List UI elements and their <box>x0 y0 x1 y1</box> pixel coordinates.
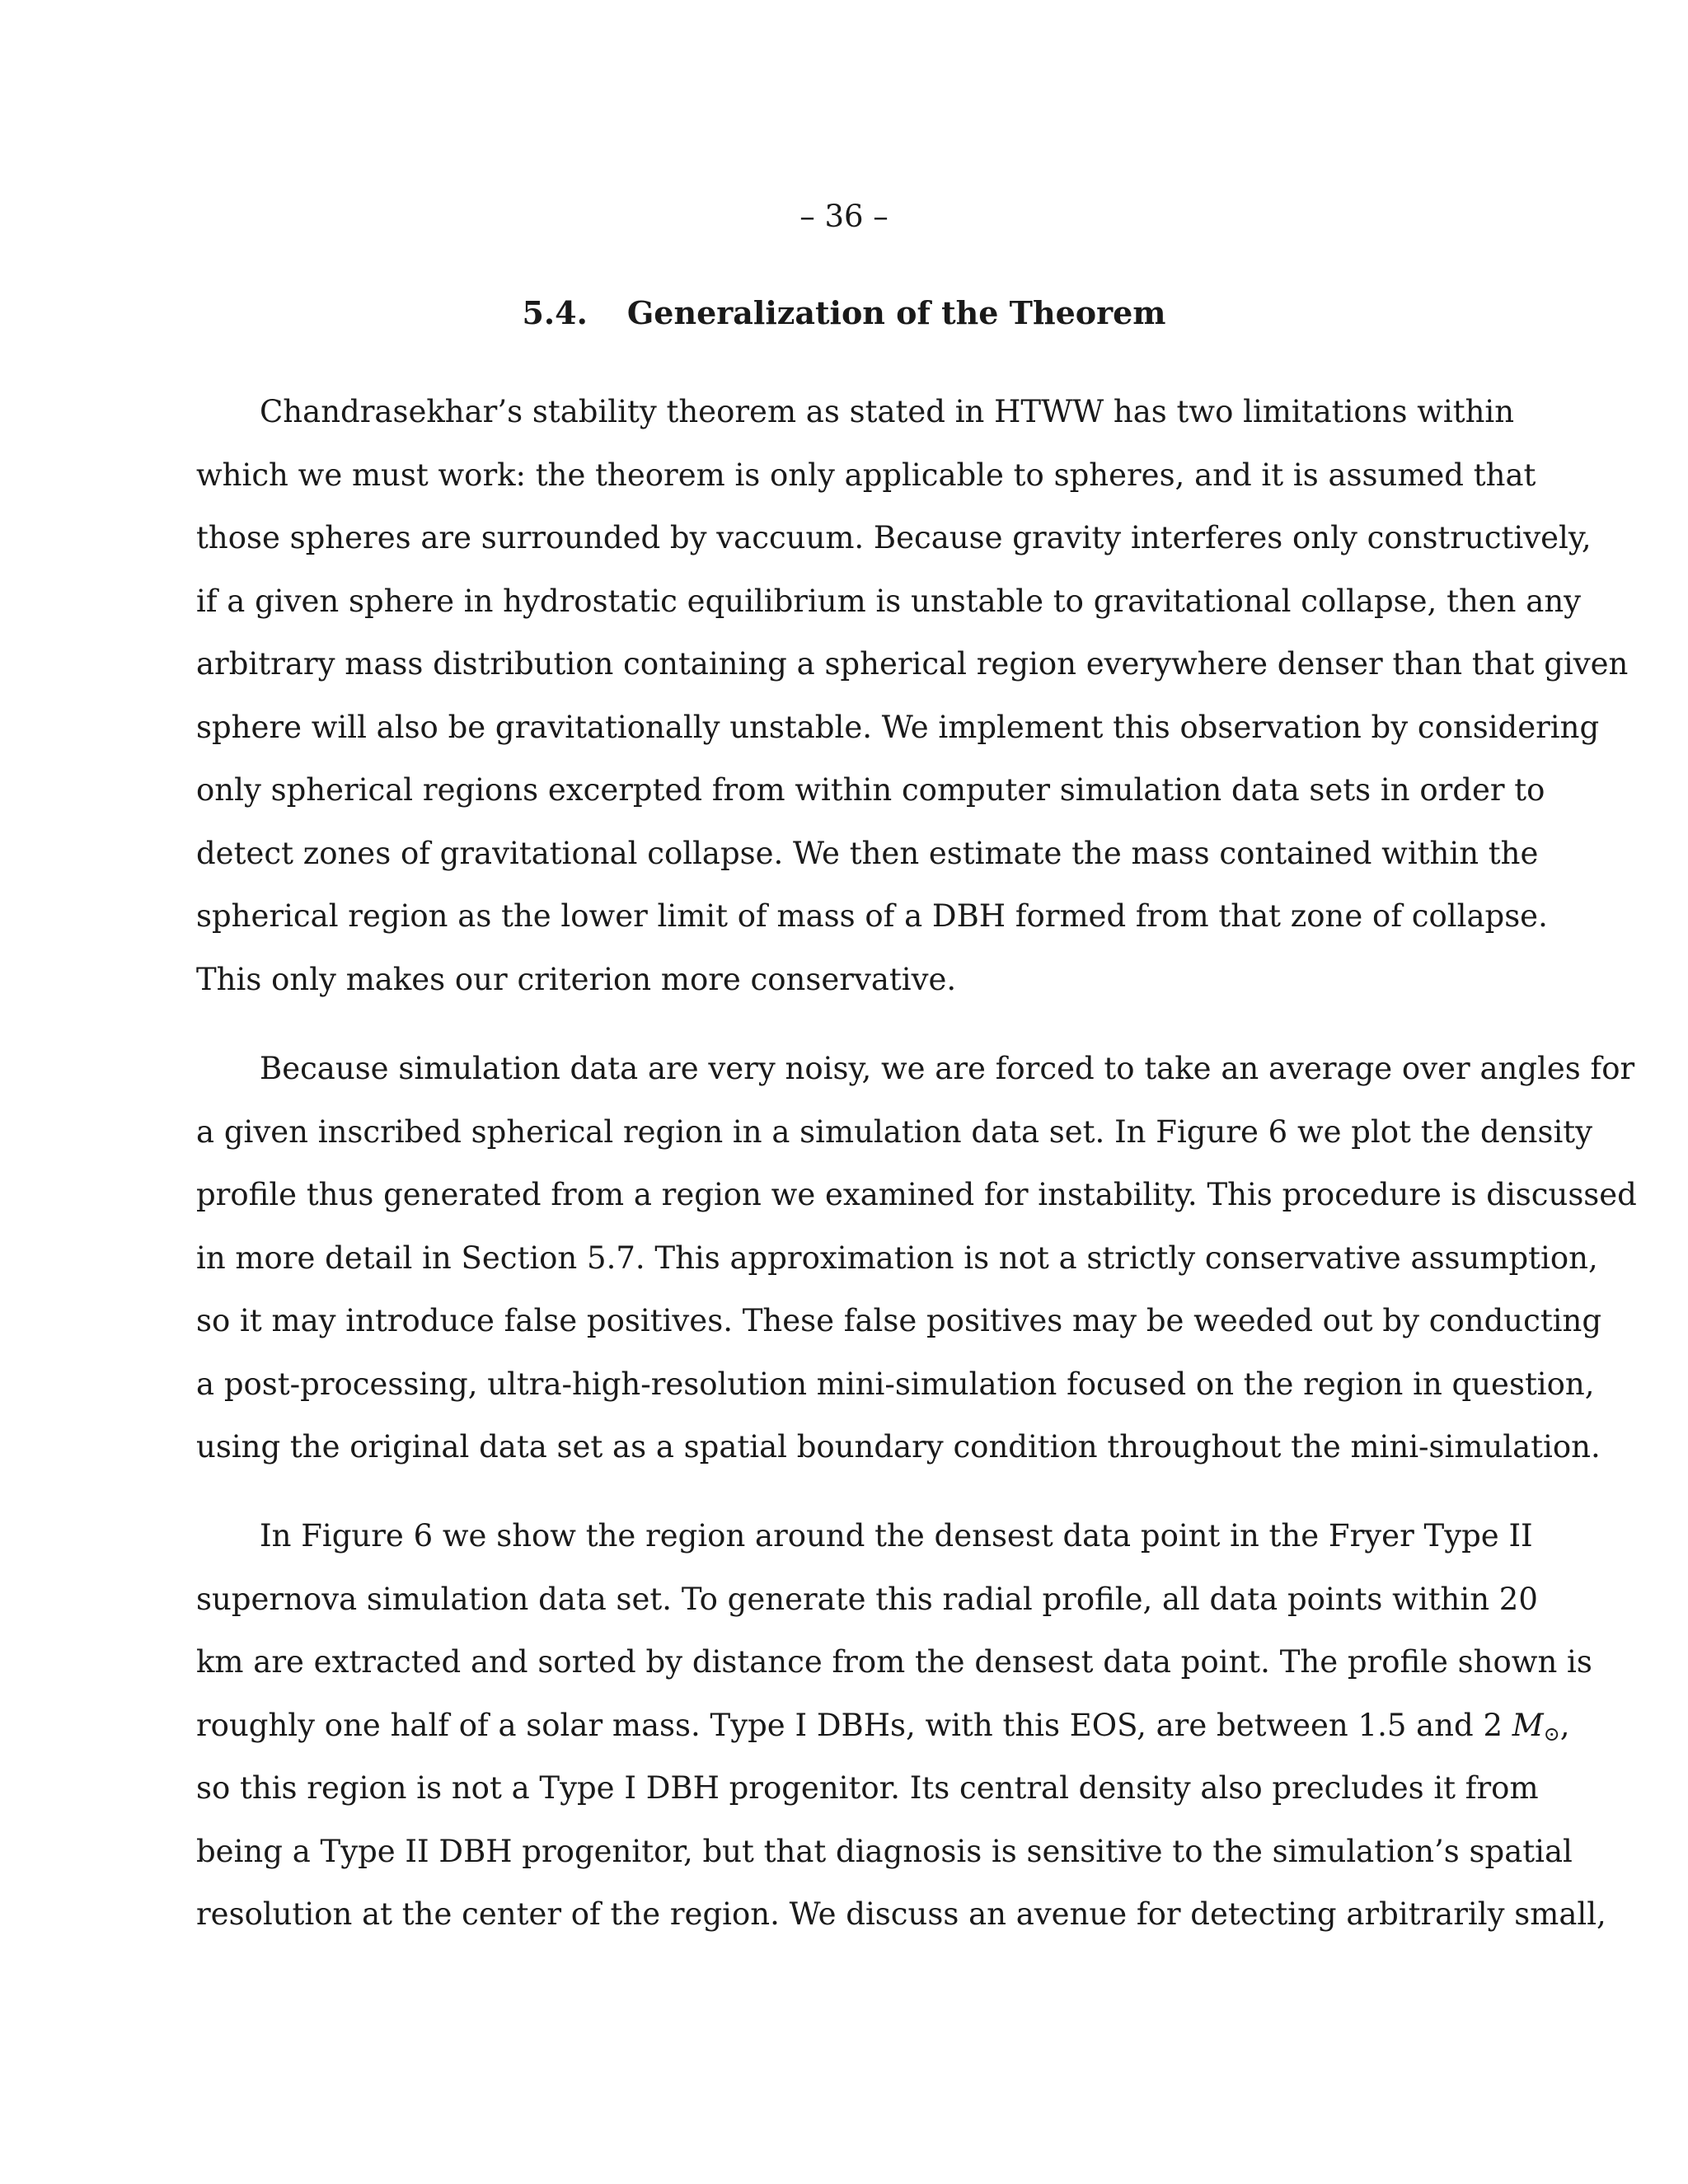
text-line-part: roughly one half of a solar mass. Type I DBHs, with this EOS, are between 1.5 and 2 <box>196 1707 1503 1743</box>
solar-mass-symbol <box>1512 1707 1560 1746</box>
text-line: only spherical regions excerpted from within computer simulation data sets in order to <box>196 772 1545 808</box>
text-line: a post-processing, ultra-high-resolution mini-simulation focused on the region in question, <box>196 1366 1595 1402</box>
text-line: detect zones of gravitational collapse. We then estimate the mass contained within the <box>196 835 1539 871</box>
paragraph-2 <box>196 1038 1637 1479</box>
text-line: Chandrasekhar’s stability theorem as stated in HTWW has two limitations within <box>260 394 1515 429</box>
section-number: 5.4. <box>522 294 588 331</box>
solar-mass-letter: M <box>1512 1707 1544 1743</box>
text-line: a given inscribed spherical region in a simulation data set. In Figure 6 we plot the density <box>196 1113 1593 1150</box>
text-line: km are extracted and sorted by distance from the densest data point. The profile shown is <box>196 1644 1592 1680</box>
text-line: being a Type II DBH progenitor, but that diagnosis is sensitive to the simulation’s spatial <box>196 1833 1573 1869</box>
text-line: so this region is not a Type I DBH progenitor. Its central density also precludes it from <box>196 1770 1539 1806</box>
text-line: using the original data set as a spatial boundary condition throughout the mini-simulation. <box>196 1429 1601 1465</box>
text-line: which we must work: the theorem is only applicable to spheres, and it is assumed that <box>196 457 1536 493</box>
section-title: Generalization of the Theorem <box>626 294 1166 331</box>
section-heading <box>0 293 1688 334</box>
page-number: – 36 – <box>799 199 889 234</box>
text-line: in more detail in Section 5.7. This approximation is not a strictly conservative assumption, <box>196 1240 1598 1276</box>
paragraph-3 <box>196 1505 1606 1947</box>
text-line: sphere will also be gravitationally unstable. We implement this observation by considering <box>196 709 1600 745</box>
solar-mass-comma: , <box>1559 1707 1570 1743</box>
solar-mass-subscript: ⊙ <box>1543 1722 1560 1746</box>
text-line: supernova simulation data set. To generate this radial profile, all data points within 20 <box>196 1581 1538 1617</box>
text-line: arbitrary mass distribution containing a spherical region everywhere denser than that given <box>196 646 1629 682</box>
text-line: In Figure 6 we show the region around the densest data point in the Fryer Type II <box>260 1518 1533 1554</box>
text-line: This only makes our criterion more conservative. <box>196 961 957 997</box>
text-line: profile thus generated from a region we examined for instability. This procedure is discussed <box>196 1177 1637 1212</box>
text-line: Because simulation data are very noisy, we are forced to take an average over angles for <box>260 1051 1635 1086</box>
text-line: so it may introduce false positives. These false positives may be weeded out by conducting <box>196 1303 1602 1338</box>
paragraph-1 <box>196 381 1629 1011</box>
text-line-with-solar-mass <box>196 1694 1570 1758</box>
text-line: resolution at the center of the region. We discuss an avenue for detecting arbitrarily small, <box>196 1896 1606 1932</box>
text-line: those spheres are surrounded by vaccuum. Because gravity interferes only constructively, <box>196 520 1592 555</box>
text-line: if a given sphere in hydrostatic equilibrium is unstable to gravitational collapse, then any <box>196 583 1582 619</box>
text-line: spherical region as the lower limit of mass of a DBH formed from that zone of collapse. <box>196 898 1548 934</box>
